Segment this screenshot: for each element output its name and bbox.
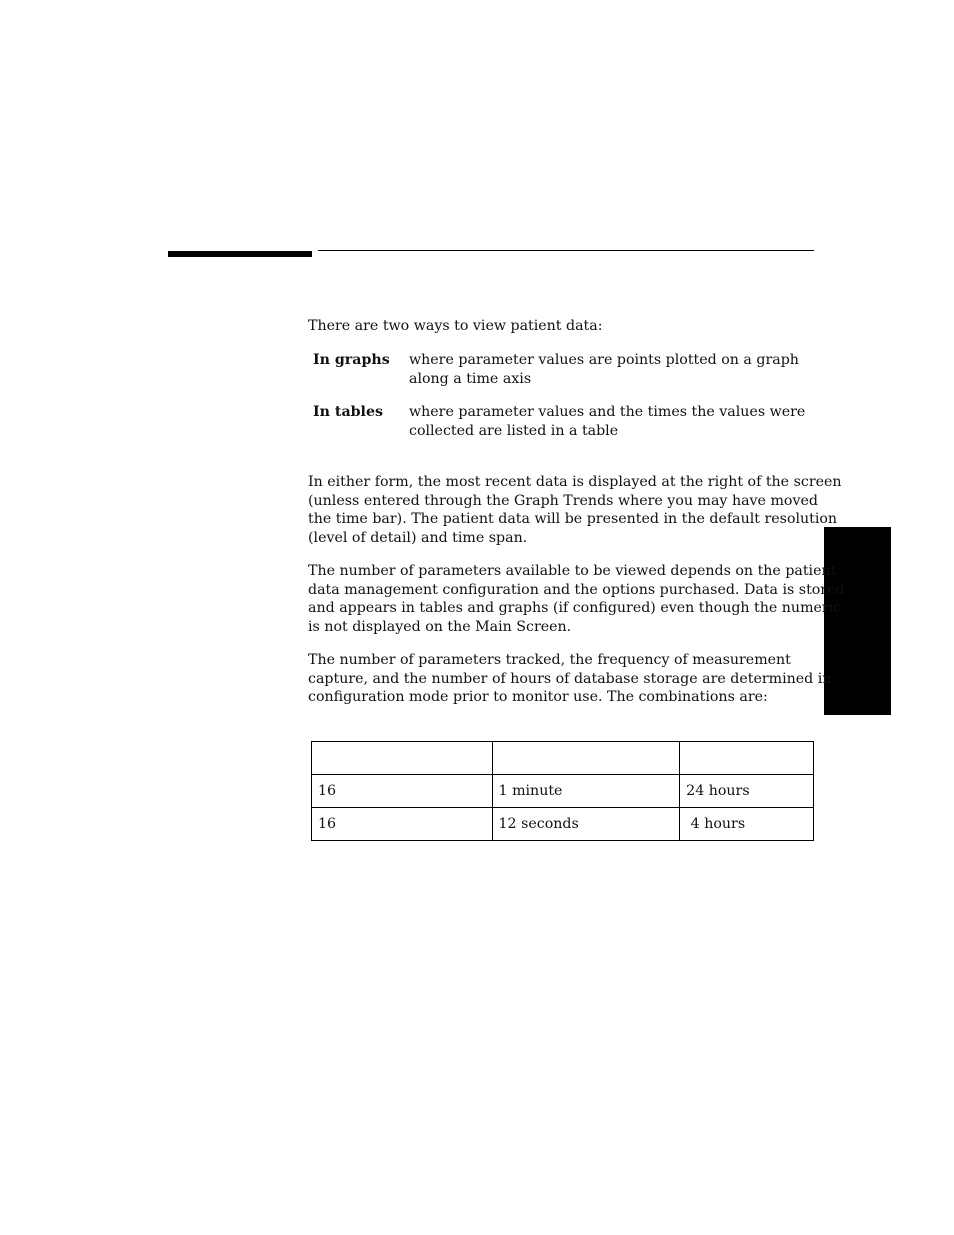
paragraph-parameters: The number of parameters available to be viewed depends on the patient data management configuration and the options purchased. Data is stored and appears in tables and graphs (if configured) even though the numeric is not displayed on the Main Screen. — [308, 563, 845, 635]
definition-desc-graphs: where parameter values are points plotted on a graph along a time axis — [409, 352, 799, 387]
table-cell: 1 minute — [492, 775, 680, 808]
table-header-row — [312, 742, 814, 775]
paragraph-display: In either form, the most recent data is displayed at the right of the screen (unless entered through the Graph Trends where you may have moved the time bar). The patient data will be presented in the default resolution (level of detail) and time span. — [308, 474, 842, 546]
table-cell: 24 hours — [680, 775, 814, 808]
section-rule-thin — [318, 250, 814, 251]
table-header-cell — [680, 742, 814, 775]
definition-term-tables: In tables — [313, 404, 383, 420]
table-header-cell — [312, 742, 493, 775]
combinations-table — [311, 741, 814, 841]
intro-text: There are two ways to view patient data: — [308, 318, 603, 334]
definition-term-graphs: In graphs — [313, 352, 390, 368]
definition-desc-tables: where parameter values and the times the values were collected are listed in a table — [409, 404, 806, 439]
table-row — [312, 775, 814, 808]
table-cell: 16 — [312, 775, 493, 808]
table-row — [312, 808, 814, 841]
paragraph-combinations: The number of parameters tracked, the frequency of measurement capture, and the number of hours of database storage are determined in configuration mode prior to monitor use. The combinations are: — [308, 652, 832, 706]
section-rule-thick — [168, 251, 312, 257]
table-cell: 16 — [312, 808, 493, 841]
table-cell: 12 seconds — [492, 808, 680, 841]
table-cell: 4 hours — [680, 808, 814, 841]
table-header-cell — [492, 742, 680, 775]
